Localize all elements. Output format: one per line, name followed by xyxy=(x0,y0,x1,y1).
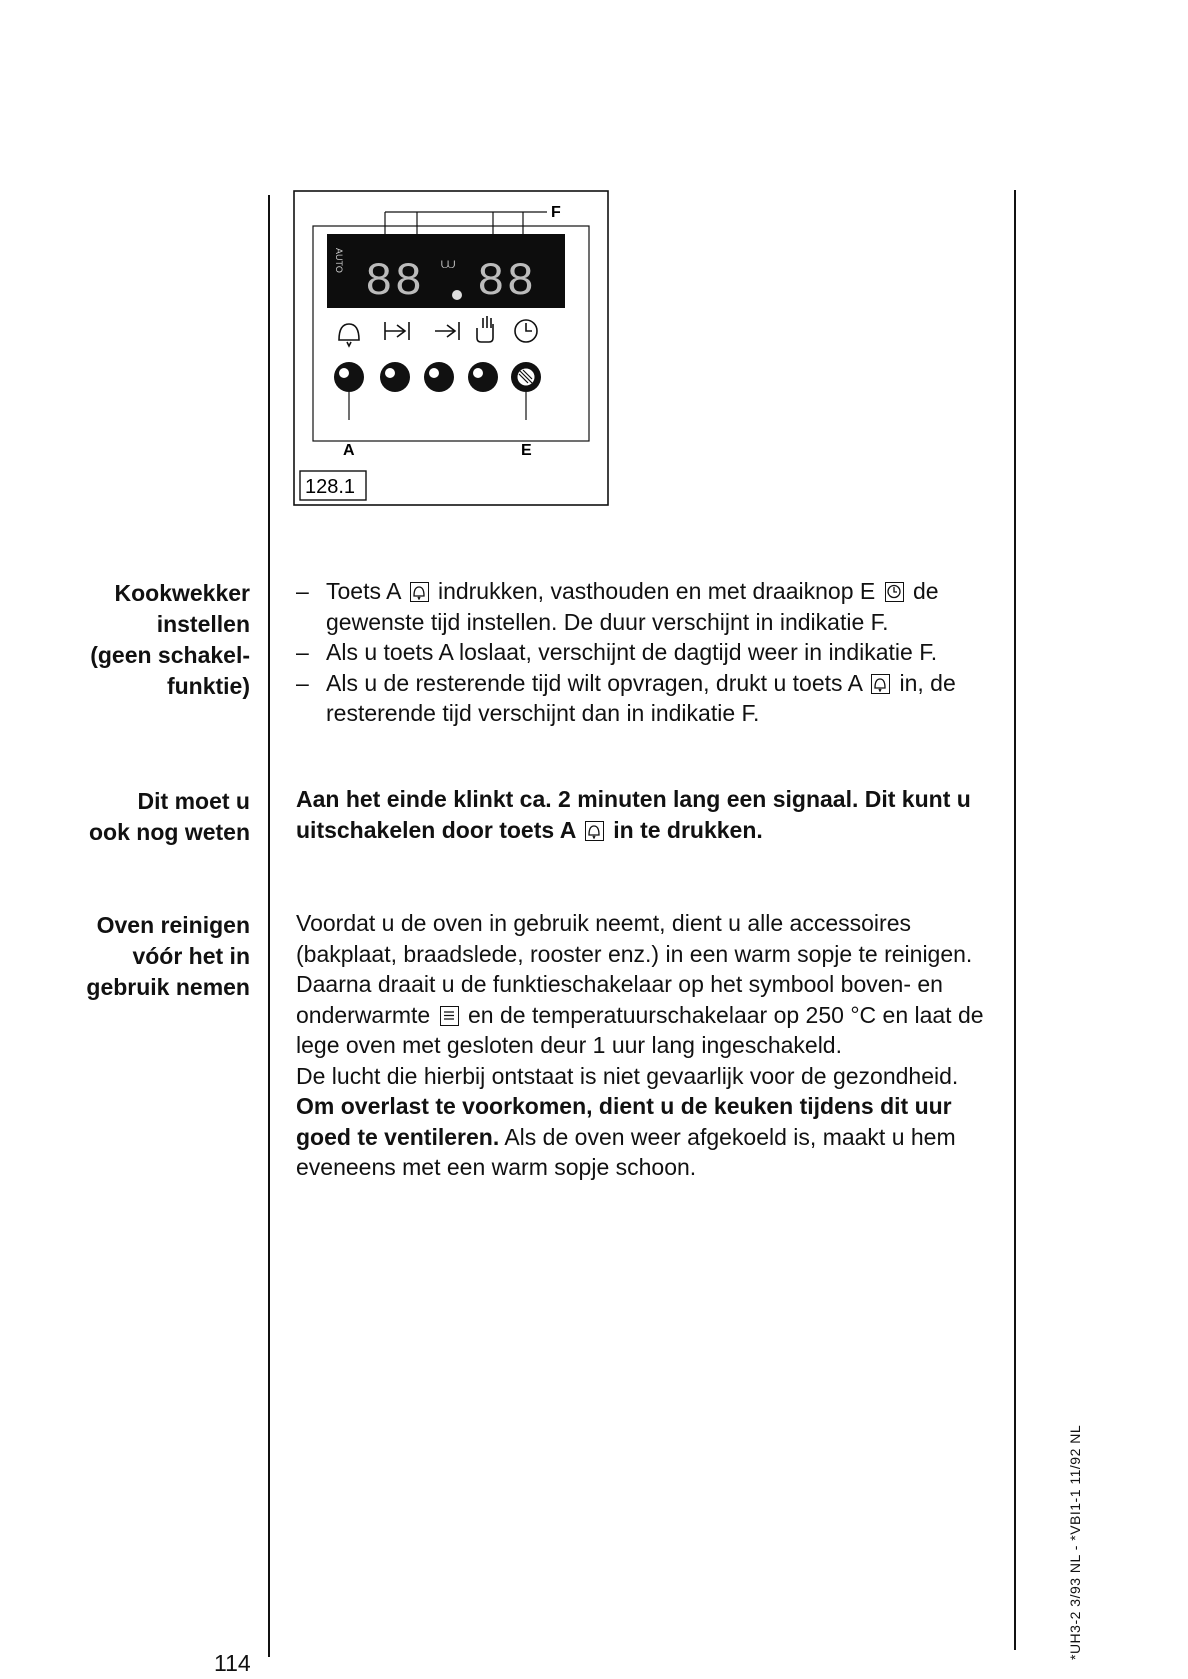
heading-oven-reinigen: Oven reinigen vóór het in gebruik nemen xyxy=(86,912,250,1000)
function-symbols xyxy=(339,316,537,346)
button-3 xyxy=(424,362,454,392)
control-knobs xyxy=(334,362,541,392)
display-auto: AUTO xyxy=(334,248,344,273)
display-digits-right: 88 xyxy=(477,256,537,308)
label-f: F xyxy=(551,204,561,221)
display-digits-left: 88 xyxy=(365,256,425,308)
page-number: 114 xyxy=(214,1650,251,1676)
list-item: – Als u de resterende tijd wilt opvragen, drukt u toets A in, de resterende tijd verschijnt dan in indikatie F. xyxy=(296,668,998,729)
right-column-rule xyxy=(1014,190,1016,1650)
top-bottom-heat-icon xyxy=(440,1006,459,1026)
left-column-rule xyxy=(268,195,270,1657)
bell-button-icon xyxy=(585,821,604,841)
oven-reinigen-text xyxy=(296,908,998,1183)
heading-kookwekker: Kookwekker instellen (geen schakel- funktie) xyxy=(90,580,250,699)
button-a xyxy=(334,362,364,392)
manual-hand-icon xyxy=(477,316,493,342)
duration-icon xyxy=(385,322,409,340)
bell-button-icon xyxy=(871,674,890,694)
label-e: E xyxy=(521,442,532,459)
display-colon-dot xyxy=(452,290,462,300)
list-item: – Toets A indrukken, vasthouden en met draaiknop E de gewenste tijd instellen. De duur verschijnt in indikatie F. xyxy=(296,576,998,637)
indicator-f-lines xyxy=(385,212,547,234)
footer-code: *UH3-2 3/93 NL - *VBI1-1 11/92 NL xyxy=(1067,1424,1083,1660)
control-panel-figure xyxy=(293,190,613,510)
heading-dit-moet: Dit moet u ook nog weten xyxy=(89,788,250,845)
figure-number: 128.1 xyxy=(305,476,356,498)
clock-knob-icon xyxy=(885,582,904,602)
heat-symbol: ⩊ xyxy=(441,256,456,272)
dit-moet-text: Aan het einde klinkt ca. 2 minuten lang een signaal. Dit kunt u uitschakelen door toets A in te drukken. xyxy=(296,786,971,843)
kookwekker-text xyxy=(296,576,998,729)
paragraph: Om overlast te voorkomen, dient u de keuken tijdens dit uur goed te ventileren. Als de oven weer afgekoeld is, maakt u hem eveneens met een warm sopje schoon. xyxy=(296,1093,956,1180)
bell-icon xyxy=(339,324,359,346)
bell-button-icon xyxy=(410,582,429,602)
button-2 xyxy=(380,362,410,392)
paragraph: Voordat u de oven in gebruik neemt, dient u alle accessoires (bakplaat, braadslede, rooster enz.) in een warm sopje te reinigen. Daarna draait u de funktieschakelaar op het symbool boven- en onderwarmte en de temperatuurschakelaar op 250 °C en laat de lege oven met gesloten deur 1 uur lang ingeschakeld. xyxy=(296,910,984,1058)
paragraph: De lucht die hierbij ontstaat is niet gevaarlijk voor de gezondheid. xyxy=(296,1062,959,1089)
label-a: A xyxy=(343,442,355,459)
end-time-icon xyxy=(435,322,459,340)
list-item: – Als u toets A loslaat, verschijnt de dagtijd weer in indikatie F. xyxy=(296,637,998,668)
kookwekker-list xyxy=(296,576,998,729)
button-4 xyxy=(468,362,498,392)
